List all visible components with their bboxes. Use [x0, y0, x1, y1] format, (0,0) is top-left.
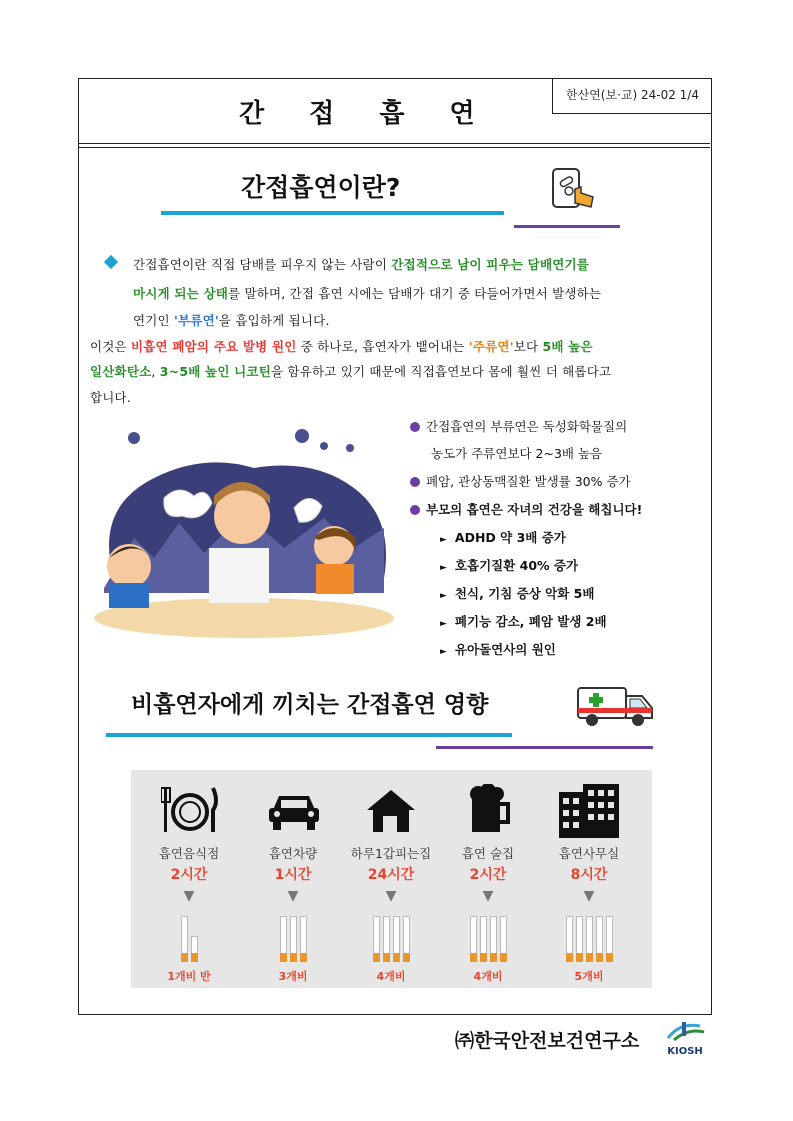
effect-hours: 1시간	[274, 867, 312, 883]
cigarette-icon	[373, 916, 380, 962]
text: 폐기능 감소, 폐암 발생 2배	[454, 614, 607, 629]
title-underline-cyan	[161, 211, 504, 215]
text: 이것은	[90, 339, 131, 354]
down-arrow-icon: ▼	[385, 888, 397, 904]
header-divider	[79, 147, 710, 148]
triangle-bullet-icon: ►	[440, 591, 447, 601]
cigarette-icon	[290, 916, 297, 962]
effect-hours: 2시간	[170, 867, 208, 883]
text: 천식, 기침 증상 악화 5배	[454, 586, 595, 601]
text: 유아돌연사의 원인	[454, 642, 556, 657]
title-underline-cyan	[106, 733, 512, 737]
sub-item-3	[440, 584, 594, 602]
effect-label: 흡연차량	[268, 846, 318, 861]
effect-label: 흡연음식점	[158, 846, 220, 861]
org-name: ㈜한국안전보건연구소	[455, 1030, 640, 1052]
text: 보다	[513, 339, 543, 354]
effects-panel	[131, 770, 652, 988]
highlight: 마시게 되는 상태	[133, 286, 229, 301]
bullet-dot-icon	[410, 505, 420, 515]
highlight: 간접적으로 남이 피우는 담배연기를	[391, 257, 590, 272]
intro-line-6: 합니다.	[90, 390, 131, 405]
effect-hours: 24시간	[367, 867, 415, 883]
bullet-item-3	[410, 500, 642, 518]
highlight: 5배 높은	[542, 339, 593, 354]
triangle-bullet-icon: ►	[440, 535, 447, 545]
bullet-item-2	[410, 472, 631, 490]
text: 을 함유하고 있기 때문에 직접흡연보다 몸에 훨씬 더 해롭다고	[270, 364, 612, 379]
section-title-effects: 비흡연자에게 끼치는 간접흡연 영향	[131, 692, 489, 718]
text: 연기인	[133, 313, 174, 328]
cigarette-icon	[300, 916, 307, 962]
ambulance-icon	[576, 682, 656, 732]
header	[79, 79, 710, 144]
down-arrow-icon: ▼	[183, 888, 195, 904]
cigarette-icon	[576, 916, 583, 962]
text: ADHD 약 3배 증가	[454, 530, 566, 545]
cigarette-icon	[181, 916, 188, 962]
cigarette-icon	[566, 916, 573, 962]
highlight: 3~5배 높인 니코틴	[159, 364, 271, 379]
highlight: 비흡연 폐암의 주요 발병 원인	[131, 339, 297, 354]
text: 간접흡연이란 직접 담배를 피우지 않는 사람이	[133, 257, 392, 272]
text: ,	[151, 364, 160, 379]
car-icon	[267, 792, 321, 832]
title-underline-purple	[436, 746, 653, 749]
text: 를 말하며, 간접 흡연 시에는 담배가 대기 중 타들어가면서 발생하는	[228, 286, 602, 301]
effect-label: 흡연사무실	[558, 846, 620, 861]
cigarette-icon	[586, 916, 593, 962]
intro-line-5	[90, 357, 611, 386]
effect-count: 4개비	[473, 970, 503, 983]
text: 폐암, 관상동맥질환 발생률 30% 증가	[426, 474, 631, 489]
section-title-what: 간접흡연이란?	[241, 173, 401, 202]
logo-text: KIOSH	[667, 1046, 703, 1057]
cigarette-icon	[596, 916, 603, 962]
office-icon	[557, 782, 621, 838]
phone-pill-icon	[551, 167, 595, 215]
bullet-dot-icon	[410, 422, 420, 432]
bullet-dot-icon	[410, 477, 420, 487]
highlight: '부류연'	[174, 313, 219, 328]
bullet-item-1-cont: 농도가 주류연보다 2~3배 높음	[431, 446, 603, 461]
cigarette-icon	[470, 916, 477, 962]
cigarette-icon	[480, 916, 487, 962]
effect-label: 흡연 술집	[461, 846, 515, 861]
kiosh-logo-icon	[660, 1020, 710, 1042]
bullet-item-1	[410, 417, 627, 435]
effect-hours: 8시간	[570, 867, 608, 883]
house-icon	[365, 788, 417, 834]
text: 호흡기질환 40% 증가	[454, 558, 579, 573]
triangle-bullet-icon: ►	[440, 563, 447, 573]
effect-label: 하루1갑피는집	[350, 846, 432, 861]
dining-icon	[161, 782, 219, 838]
cigarette-icon	[490, 916, 497, 962]
document-number: 한산연(보·교) 24-02 1/4	[552, 78, 712, 114]
cigarette-icon	[191, 936, 198, 962]
effect-count: 4개비	[376, 970, 406, 983]
kiosh-logo	[660, 1020, 710, 1056]
down-arrow-icon: ▼	[287, 888, 299, 904]
cigarette-icon	[500, 916, 507, 962]
text: 간접흡연의 부류연은 독성화학물질의	[426, 419, 628, 434]
cigarette-icon	[393, 916, 400, 962]
text: 중 하나로, 흡연자가 뱉어내는	[296, 339, 469, 354]
intro-line-1	[133, 250, 589, 279]
sub-item-2	[440, 556, 578, 574]
cigarette-icon	[280, 916, 287, 962]
sub-item-1	[440, 528, 566, 546]
down-arrow-icon: ▼	[583, 888, 595, 904]
intro-line-2	[133, 279, 601, 308]
down-arrow-icon: ▼	[482, 888, 494, 904]
effect-count: 3개비	[278, 970, 308, 983]
highlight: '주류연'	[468, 339, 514, 354]
cigarette-icon	[383, 916, 390, 962]
intro-line-3	[133, 306, 330, 335]
cigarette-icon	[606, 916, 613, 962]
cigarette-icon	[403, 916, 410, 962]
page-title: 간 접 흡 연	[239, 99, 493, 129]
triangle-bullet-icon: ►	[440, 619, 447, 629]
effect-count: 5개비	[574, 970, 604, 983]
beer-icon	[468, 784, 510, 834]
effect-hours: 2시간	[469, 867, 507, 883]
triangle-bullet-icon: ►	[440, 647, 447, 657]
title-underline-purple	[514, 225, 620, 228]
text: 부모의 흡연은 자녀의 건강을 해칩니다!	[426, 502, 643, 517]
effect-count: 1개비 반	[167, 970, 211, 983]
sub-item-5	[440, 640, 556, 658]
highlight: 일산화탄소	[90, 364, 152, 379]
smoking-family-illustration	[94, 428, 394, 642]
text: 을 흡입하게 됩니다.	[218, 313, 330, 328]
sub-item-4	[440, 612, 607, 630]
